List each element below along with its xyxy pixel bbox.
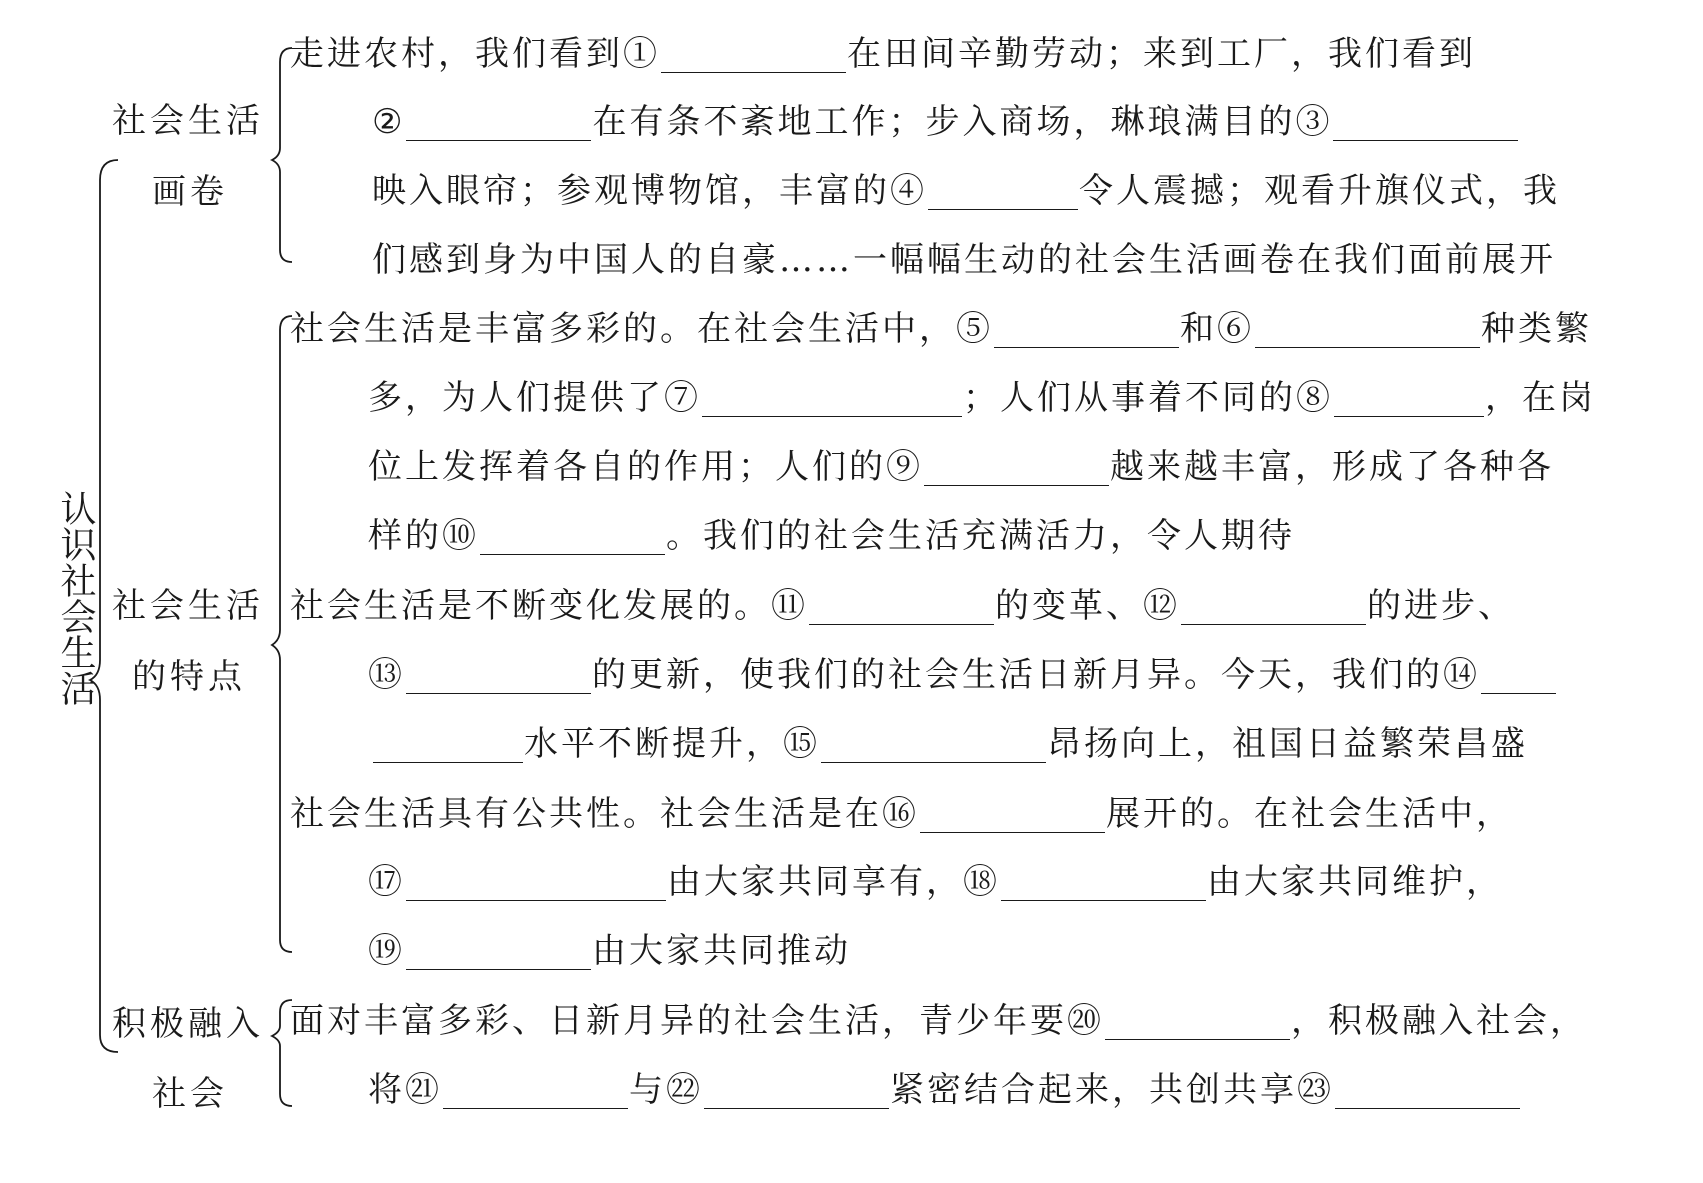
section-2-point-2-line-2 <box>368 651 1557 699</box>
answer-blank[interactable] <box>1001 866 1206 901</box>
answer-blank[interactable] <box>661 38 846 73</box>
text-segment: 多，为人们提供了⑦ <box>368 378 701 418</box>
text-segment: 与㉒ <box>629 1070 703 1110</box>
section-3-label-line1: 积极融入 <box>112 1004 264 1044</box>
text-segment: 社会生活具有公共性。社会生活是在⑯ <box>290 794 919 834</box>
text-segment: ；人们从事着不同的⑧ <box>963 378 1333 418</box>
section-1-point-1-line-2 <box>372 98 1519 146</box>
section-2-point-2-line-1 <box>290 582 1515 630</box>
answer-blank[interactable] <box>1335 1074 1520 1109</box>
text-segment: 的更新，使我们的社会生活日新月异。今天，我们的⑭ <box>592 655 1480 695</box>
answer-blank[interactable] <box>920 798 1105 833</box>
text-segment: 面对丰富多彩、日新月异的社会生活，青少年要⑳ <box>290 1001 1104 1041</box>
answer-blank[interactable] <box>1181 590 1366 625</box>
section-3-point-1-line-2 <box>368 1066 1521 1114</box>
root-title: 认识社会生活 <box>55 490 96 706</box>
answer-blank[interactable] <box>924 451 1109 486</box>
section-2-label-line2: 的特点 <box>132 657 246 697</box>
section-2-point-3-line-3 <box>368 927 851 975</box>
answer-blank[interactable] <box>406 866 666 901</box>
text-segment: 在有条不紊地工作；步入商场，琳琅满目的③ <box>592 102 1333 142</box>
answer-blank[interactable] <box>1333 106 1518 141</box>
answer-blank[interactable] <box>704 1074 889 1109</box>
text-segment: 种类繁 <box>1481 309 1592 349</box>
text-segment: 们感到身为中国人的自豪……一幅幅生动的社会生活画卷在我们面前展开 <box>372 240 1556 280</box>
text-segment: 水平不断提升，⑮ <box>524 724 820 764</box>
section-3-point-1-line-1 <box>290 997 1587 1045</box>
answer-blank[interactable] <box>373 728 523 763</box>
answer-blank[interactable] <box>1105 1005 1290 1040</box>
text-segment: 位上发挥着各自的作用；人们的⑨ <box>368 447 923 487</box>
section-1-label-line2: 画卷 <box>152 172 228 212</box>
answer-blank[interactable] <box>406 659 591 694</box>
section-2-point-3-line-1 <box>290 790 1513 838</box>
answer-blank[interactable] <box>1481 659 1556 694</box>
section-2-label-line1: 社会生活 <box>112 586 264 626</box>
text-segment: ⑲ <box>368 931 405 971</box>
text-segment: 由大家共同维护， <box>1207 862 1503 902</box>
text-segment: 由大家共同推动 <box>592 931 851 971</box>
section-2-point-1-line-2 <box>368 374 1596 422</box>
text-segment: 紧密结合起来，共创共享㉓ <box>890 1070 1334 1110</box>
answer-blank[interactable] <box>809 590 994 625</box>
text-segment: 社会生活是不断变化发展的。⑪ <box>290 586 808 626</box>
text-segment: 的进步、 <box>1367 586 1515 626</box>
section-1-point-1-line-3 <box>372 167 1560 215</box>
section-2-point-1-line-4 <box>368 512 1295 560</box>
text-segment: ② <box>372 102 406 142</box>
answer-blank[interactable] <box>480 520 665 555</box>
text-segment: 在田间辛勤劳动；来到工厂，我们看到 <box>847 34 1476 74</box>
section-3-label-line2: 社会 <box>152 1074 228 1114</box>
answer-blank[interactable] <box>1334 382 1484 417</box>
answer-blank[interactable] <box>1255 313 1480 348</box>
text-segment: 展开的。在社会生活中， <box>1106 794 1513 834</box>
text-segment: 由大家共同享有，⑱ <box>667 862 1000 902</box>
answer-blank[interactable] <box>406 935 591 970</box>
text-segment: ⑰ <box>368 862 405 902</box>
answer-blank[interactable] <box>821 728 1046 763</box>
section-2-point-1-line-3 <box>368 443 1554 491</box>
answer-blank[interactable] <box>406 106 591 141</box>
text-segment: ，在岗 <box>1485 378 1596 418</box>
text-segment: 令人震撼；观看升旗仪式，我 <box>1079 171 1560 211</box>
answer-blank[interactable] <box>443 1074 628 1109</box>
text-segment: 将㉑ <box>368 1070 442 1110</box>
text-segment: 的变革、⑫ <box>995 586 1180 626</box>
answer-blank[interactable] <box>994 313 1179 348</box>
text-segment: 和⑥ <box>1180 309 1254 349</box>
text-segment: ，积极融入社会， <box>1291 1001 1587 1041</box>
text-segment: ⑬ <box>368 655 405 695</box>
answer-blank[interactable] <box>702 382 962 417</box>
text-segment: 昂扬向上，祖国日益繁荣昌盛 <box>1047 724 1528 764</box>
section-2-point-2-line-3 <box>372 720 1528 768</box>
text-segment: 样的⑩ <box>368 516 479 556</box>
text-segment: 越来越丰富，形成了各种各 <box>1110 447 1554 487</box>
text-segment: 走进农村，我们看到① <box>290 34 660 74</box>
section-1-point-1-line-4 <box>372 236 1556 284</box>
text-segment: 。我们的社会生活充满活力，令人期待 <box>666 516 1295 556</box>
brace-section-3 <box>272 1000 292 1106</box>
section-1-point-1-line-1 <box>290 30 1476 78</box>
section-2-point-1-line-1 <box>290 305 1592 353</box>
answer-blank[interactable] <box>928 175 1078 210</box>
brace-section-2 <box>272 316 292 952</box>
section-1-label-line1: 社会生活 <box>112 101 264 141</box>
section-2-point-3-line-2 <box>368 858 1503 906</box>
brace-section-1 <box>272 48 292 262</box>
text-segment: 社会生活是丰富多彩的。在社会生活中，⑤ <box>290 309 993 349</box>
text-segment: 映入眼帘；参观博物馆，丰富的④ <box>372 171 927 211</box>
